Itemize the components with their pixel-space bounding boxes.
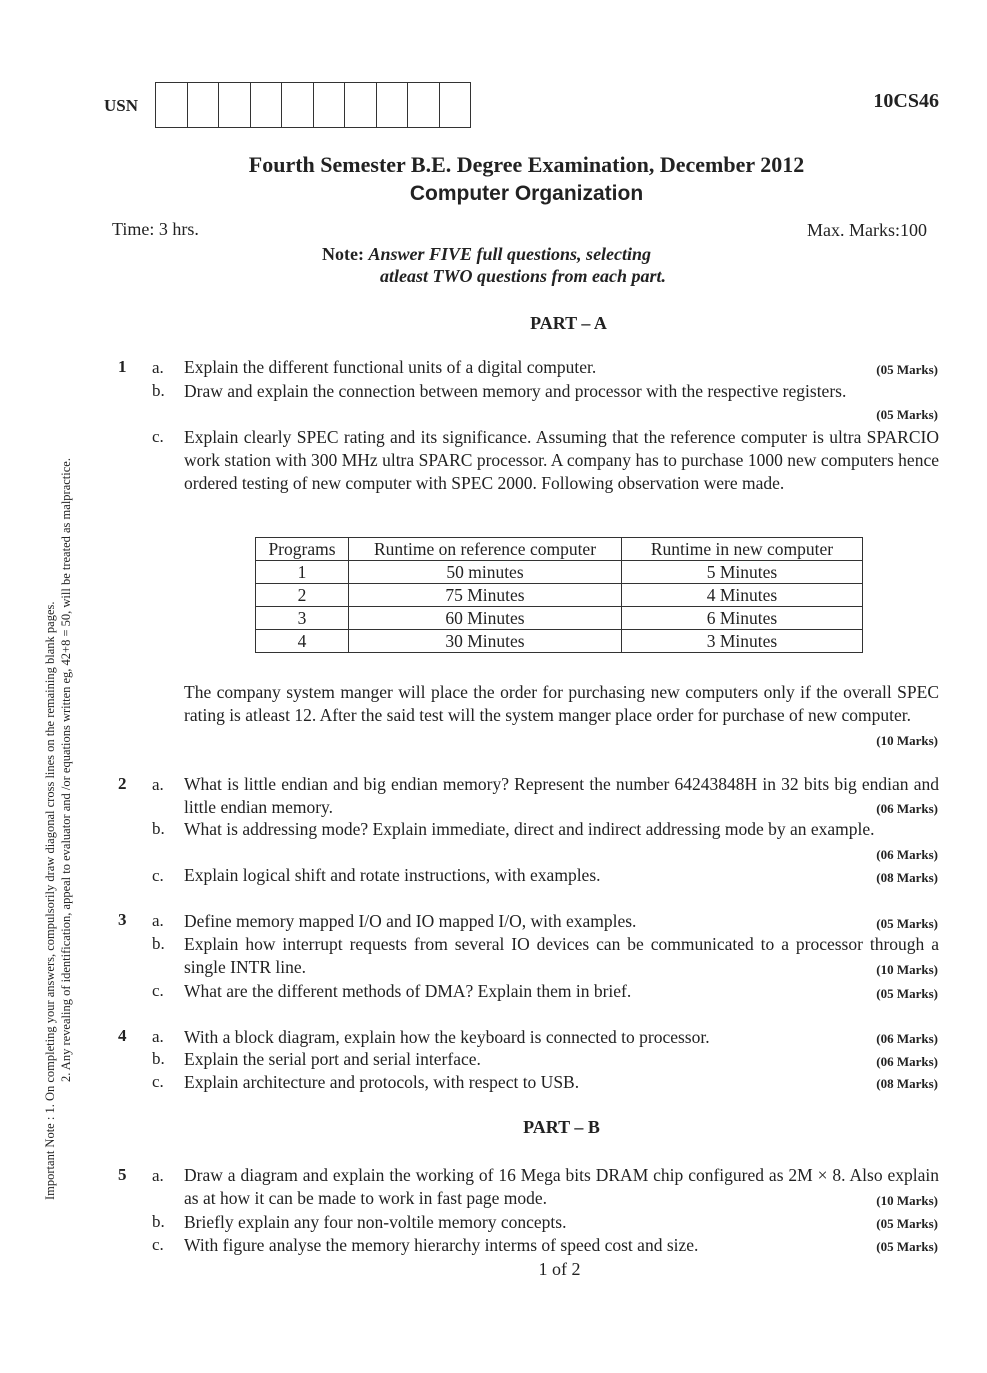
marks: (06 Marks) — [876, 801, 938, 816]
question-text: What are the different methods of DMA? Explain them in brief. — [184, 981, 632, 1001]
usn-box[interactable] — [408, 83, 440, 127]
question-text: What is addressing mode? Explain immediate, direct and indirect addressing mode by an example. — [184, 819, 875, 839]
marks: (05 Marks) — [876, 1239, 938, 1254]
usn-box[interactable] — [377, 83, 409, 127]
subquestion-label: b. — [152, 934, 165, 953]
table-header: Runtime in new computer — [622, 538, 863, 561]
table-cell: 3 Minutes — [622, 630, 863, 653]
time-allowed: Time: 3 hrs. — [112, 219, 199, 239]
table-cell: 1 — [256, 561, 349, 584]
table-header-row — [256, 538, 863, 561]
table-cell: 60 Minutes — [349, 607, 622, 630]
usn-box[interactable] — [345, 83, 377, 127]
question-text: Explain clearly SPEC rating and its significance. Assuming that the reference computer is ultra SPARCIO work station with 300 MHz ultra SPARC processor. A company has to purchase 1000 new computers hence ordered testing of new computer with SPEC 2000. Following observation were made. — [184, 427, 939, 493]
question-number: 1 — [118, 357, 127, 376]
subquestion-label: a. — [152, 358, 164, 377]
marks: (06 Marks) — [876, 1031, 938, 1046]
usn-box[interactable] — [282, 83, 314, 127]
question-text: Draw a diagram and explain the working of 16 Mega bits DRAM chip configured as 2M × 8. Also explain as at how it can be made to work in fast page mode. — [184, 1165, 939, 1208]
usn-box[interactable] — [440, 83, 471, 127]
note-line-2: atleast TWO questions from each part. — [380, 266, 667, 286]
part-a-heading: PART – A — [530, 313, 607, 333]
question-text: Explain the different functional units of a digital computer. — [184, 357, 597, 377]
part-b-heading: PART – B — [523, 1117, 600, 1137]
marks: (10 Marks) — [876, 1193, 938, 1208]
note-label: Note: — [322, 244, 364, 264]
subquestion-label: a. — [152, 911, 164, 930]
subject-title: Computer Organization — [409, 182, 644, 205]
table-cell: 6 Minutes — [622, 607, 863, 630]
question-number: 4 — [118, 1026, 127, 1045]
question-number: 2 — [118, 774, 127, 793]
subquestion-label: b. — [152, 1212, 165, 1231]
question-number: 3 — [118, 910, 127, 929]
table-row — [256, 584, 863, 607]
question-text: Explain logical shift and rotate instructions, with examples. — [184, 865, 601, 885]
marks: (06 Marks) — [876, 1054, 938, 1069]
marks: (05 Marks) — [876, 407, 938, 422]
subquestion-label: c. — [152, 981, 164, 1000]
question-text: Explain the serial port and serial interface. — [184, 1049, 481, 1069]
marks: (08 Marks) — [876, 870, 938, 885]
usn-box[interactable] — [156, 83, 188, 127]
question-text: What is little endian and big endian memory? Represent the number 64243848H in 32 bits big endian and little endian memory. — [184, 774, 939, 817]
note-line-1: Answer FIVE full questions, selecting — [368, 244, 652, 264]
subquestion-label: c. — [152, 1235, 164, 1254]
subquestion-label: a. — [152, 1027, 164, 1046]
side-note-line-1: Important Note : 1. On completing your answers, compulsorily draw diagonal cross lines on the remaining blank pages. — [43, 601, 57, 1200]
table-cell: 5 Minutes — [622, 561, 863, 584]
subquestion-label: b. — [152, 819, 165, 838]
subquestion-label: a. — [152, 775, 164, 794]
marks: (10 Marks) — [876, 733, 938, 748]
question-text: Explain how interrupt requests from several IO devices can be communicated to a processor through a single INTR line. — [184, 934, 939, 977]
marks: (08 Marks) — [876, 1076, 938, 1091]
paper-code: 10CS46 — [873, 90, 939, 112]
usn-box[interactable] — [219, 83, 251, 127]
table-cell: 2 — [256, 584, 349, 607]
subquestion-label: b. — [152, 1049, 165, 1068]
table-row — [256, 630, 863, 653]
side-note-line-2: 2. Any revealing of identification, appeal to evaluator and /or equations written eg, 42+8 = 50, will be treated as malpractice. — [59, 458, 73, 1082]
table-row — [256, 561, 863, 584]
question-text: Draw and explain the connection between memory and processor with the respective registers. — [184, 381, 847, 401]
max-marks: Max. Marks:100 — [807, 220, 927, 240]
exam-title: Fourth Semester B.E. Degree Examination, December 2012 — [248, 152, 805, 177]
subquestion-label: c. — [152, 866, 164, 885]
marks: (05 Marks) — [876, 916, 938, 931]
usn-label: USN — [104, 96, 139, 115]
subquestion-label: c. — [152, 1072, 164, 1091]
question-number: 5 — [118, 1165, 127, 1184]
table-row — [256, 607, 863, 630]
instructions-note — [322, 243, 666, 287]
question-text: With figure analyse the memory hierarchy interms of speed cost and size. — [184, 1235, 699, 1255]
table-cell: 3 — [256, 607, 349, 630]
question-text: Explain architecture and protocols, with respect to USB. — [184, 1072, 580, 1092]
marks: (10 Marks) — [876, 962, 938, 977]
table-cell: 30 Minutes — [349, 630, 622, 653]
table-header: Runtime on reference computer — [349, 538, 622, 561]
marks: (05 Marks) — [876, 986, 938, 1001]
subquestion-label: b. — [152, 381, 165, 400]
question-text: The company system manger will place the order for purchasing new computers only if the overall SPEC rating is atleast 12. After the said test will the system manger place order for purchase of new computer. — [184, 682, 939, 725]
table-cell: 75 Minutes — [349, 584, 622, 607]
table-cell: 4 — [256, 630, 349, 653]
table-cell: 50 minutes — [349, 561, 622, 584]
spec-table — [255, 537, 863, 653]
table-header: Programs — [256, 538, 349, 561]
usn-box[interactable] — [314, 83, 346, 127]
question-text: Briefly explain any four non-voltile memory concepts. — [184, 1212, 567, 1232]
subquestion-label: a. — [152, 1166, 164, 1185]
question-text: Define memory mapped I/O and IO mapped I/O, with examples. — [184, 911, 637, 931]
usn-boxes — [155, 82, 471, 128]
table-cell: 4 Minutes — [622, 584, 863, 607]
usn-box[interactable] — [188, 83, 220, 127]
side-note — [42, 300, 74, 1200]
marks: (05 Marks) — [876, 1216, 938, 1231]
page-number: 1 of 2 — [538, 1259, 581, 1279]
marks: (06 Marks) — [876, 847, 938, 862]
marks: (05 Marks) — [876, 362, 938, 377]
subquestion-label: c. — [152, 427, 164, 446]
usn-box[interactable] — [251, 83, 283, 127]
question-text: With a block diagram, explain how the keyboard is connected to processor. — [184, 1027, 710, 1047]
